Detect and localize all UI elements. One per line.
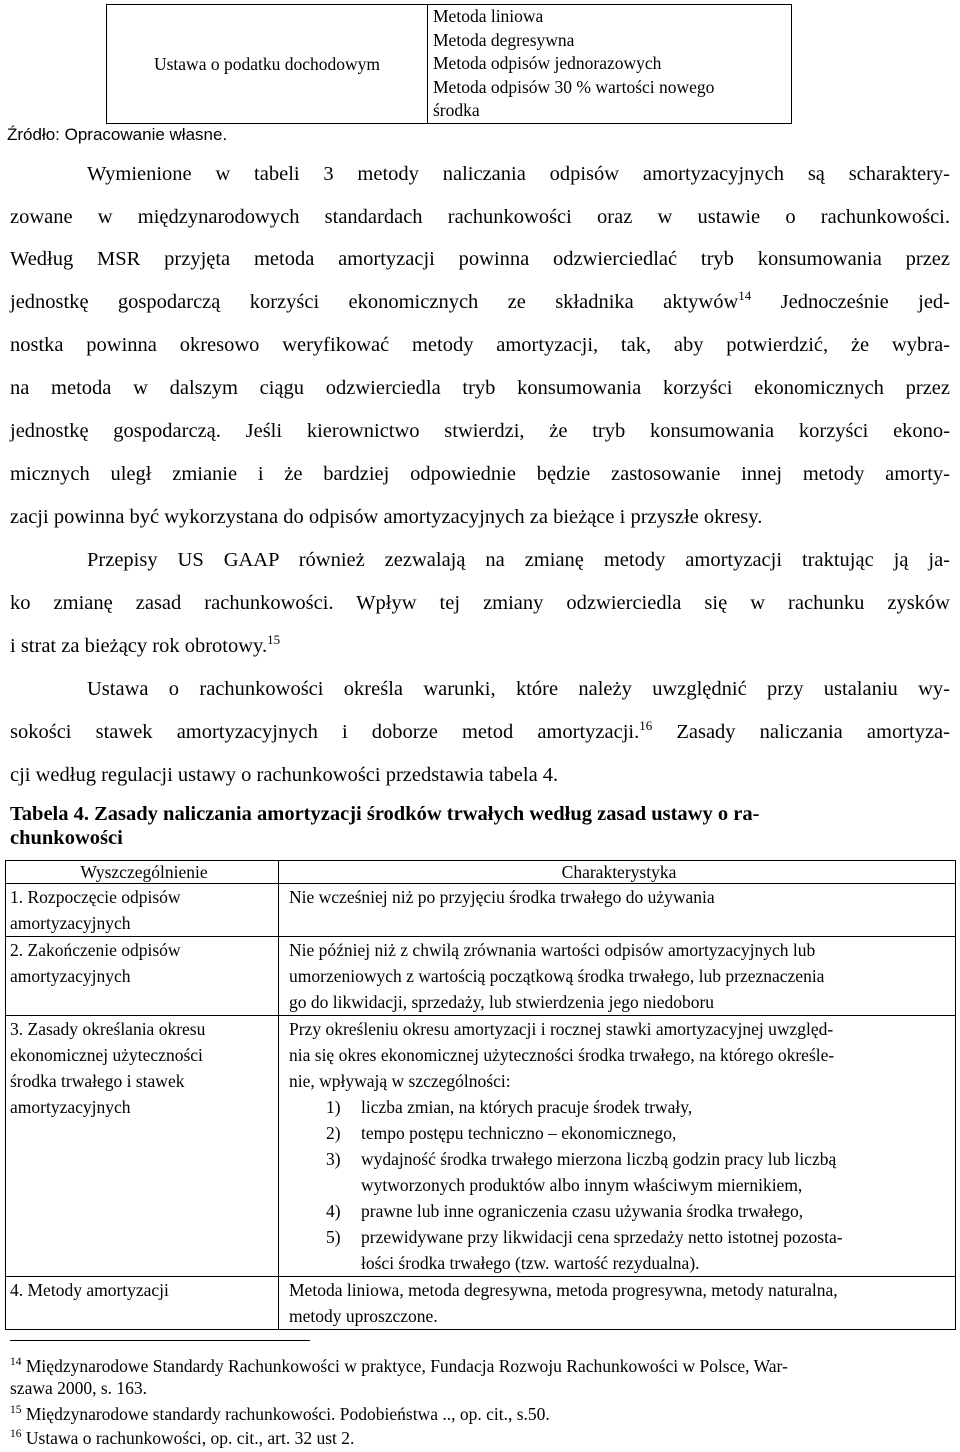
text-line: Wymienione w tabeli 3 metody naliczania odpisów amortyzacyjnych są scharaktery- [87, 163, 950, 185]
table-row [6, 884, 956, 937]
row-description: Przy określeniu okresu amortyzacji i rocznej stawki amortyzacyjnej uwzględ- nia się okres ekonomicznej użyteczności środka trwałego, na którego określe- nie, wpływają w szczególności: 1) liczba zmian, na których pracuje środek trwały, 2) tempo postępu techniczno – ekonomicznego, 3) wydajność środka trwałego mierzona liczbą godzin pracy lub liczbą wytworzonych produktów albo innym właściwym miernikiem, 4) prawne lub inne ograniczenia czasu używania środka trwałego, 5) przewidywane przy likwidacji cena sprzedaży netto istotnej pozosta- łości środka trwałego (tzw. wartość rezydualna). [279, 1016, 956, 1277]
list-item: 2) tempo postępu techniczno – ekonomicznego, [326, 1123, 677, 1143]
table-row [6, 1016, 956, 1277]
footnote-ref: 16 [639, 718, 653, 734]
text-line: jednostkę gospodarczą korzyści ekonomicznych ze składnika aktywów$^{14}$ Jednocześnie jed- [10, 288, 950, 313]
footnote-divider [10, 1340, 310, 1341]
text-line: zacji powinna być wykorzystana do odpisów amortyzacyjnych za bieżące i przyszłe okresy. [10, 506, 763, 528]
source-note: Źródło: Opracowanie własne. [7, 125, 228, 144]
row-description: Nie wcześniej niż po przyjęciu środka trwałego do używania [279, 884, 956, 937]
table-row [6, 1277, 956, 1330]
row-label: 2. Zakończenie odpisów amortyzacyjnych [6, 937, 279, 1016]
list-item: 3) wydajność środka trwałego mierzona liczbą godzin pracy lub liczbą wytworzonych produktów albo innym właściwym miernikiem, [326, 1149, 837, 1195]
text-line: cji według regulacji ustawy o rachunkowości przedstawia tabela 4. [10, 764, 559, 786]
text-line: jednostkę gospodarczą. Jeśli kierownictwo stwierdzi, że tryb konsumowania korzyści ekono- [10, 420, 950, 442]
text-line: i strat za bieżący rok obrotowy.$^{15}$ [10, 632, 281, 657]
footnote-number: 16 [10, 1428, 22, 1441]
table-caption [10, 802, 950, 850]
footnote-number: 14 [10, 1356, 22, 1369]
text-line: Według MSR przyjęta metoda amortyzacji powinna odzwierciedlać tryb konsumowania przez [10, 248, 950, 270]
table-row [6, 937, 956, 1016]
column-header: Charakterystyka [279, 861, 956, 884]
text-line: na metoda w dalszym ciągu odzwierciedla tryb konsumowania korzyści ekonomicznych przez [10, 377, 950, 399]
method-line: Metoda degresywna [433, 29, 575, 50]
footnote: $^{16}$ Ustawa o rachunkowości, op. cit., art. 32 ust 2. [10, 1428, 355, 1448]
list-item: 4) prawne lub inne ograniczenia czasu używania środka trwałego, [326, 1201, 804, 1221]
text-line: nostka powinna okresowo weryfikować metody amortyzacji, tak, aby potwierdzić, że wybra- [10, 334, 950, 356]
text-line: Ustawa o rachunkowości określa warunki, które należy uwzględnić przy ustalaniu wy- [87, 678, 950, 700]
footnote-number: 15 [10, 1404, 22, 1417]
top-table-left-cell: Ustawa o podatku dochodowym [107, 5, 428, 124]
text-line: micznych uległ zmianie i że bardziej odpowiednie będzie zastosowanie innej metody amorty- [10, 463, 950, 485]
row-description: Nie później niż z chwilą zrównania wartości odpisów amortyzacyjnych lub umorzeniowych z wartością początkową środka trwałego, lub przeznaczenia go do likwidacji, sprzedaży, lub stwierdzenia jego niedoboru [279, 937, 956, 1016]
method-line: Metoda odpisów jednorazowych [433, 53, 662, 74]
top-table-right-cell [428, 5, 792, 124]
column-header: Wyszczególnienie [6, 861, 279, 884]
row-description: Metoda liniowa, metoda degresywna, metoda progresywna, metody naturalna, metody uproszczone. [279, 1277, 956, 1330]
list-item: 5) przewidywane przy likwidacji cena sprzedaży netto istotnej pozosta- łości środka trwałego (tzw. wartość rezydualna). [326, 1227, 843, 1273]
footnote: $^{14}$ Międzynarodowe Standardy Rachunkowości w praktyce, Fundacja Rozwoju Rachunkowości w Polsce, War- szawa 2000, s. 163. [10, 1356, 788, 1398]
method-line: Metoda odpisów 30 % wartości nowego [433, 76, 715, 97]
factor-list [289, 1094, 955, 1276]
caption-line: chunkowości [10, 827, 123, 849]
previous-table-fragment [106, 4, 792, 124]
footnote: $^{15}$ Międzynarodowe standardy rachunkowości. Podobieństwa .., op. cit., s.50. [10, 1404, 550, 1424]
method-line: środka [433, 100, 480, 121]
list-item: 1) liczba zmian, na których pracuje środek trwały, [326, 1097, 693, 1117]
text-line: ko zmianę zasad rachunkowości. Wpływ tej zmiany odzwierciedla się w rachunku zysków [10, 592, 950, 614]
footnote-ref: 14 [738, 288, 752, 304]
footnote-ref: 15 [267, 632, 281, 648]
method-line: Metoda liniowa [433, 6, 544, 27]
depreciation-rules-table [5, 860, 956, 1330]
caption-line: Tabela 4. Zasady naliczania amortyzacji środków trwałych według zasad ustawy o ra- [10, 803, 760, 825]
row-label: 4. Metody amortyzacji [6, 1277, 279, 1330]
text-line: zowane w międzynarodowych standardach rachunkowości oraz w ustawie o rachunkowości. [10, 206, 950, 228]
row-label: 1. Rozpoczęcie odpisów amortyzacyjnych [6, 884, 279, 937]
row-label: 3. Zasady określania okresu ekonomicznej użyteczności środka trwałego i stawek amortyzacyjnych [6, 1016, 279, 1277]
text-line: sokości stawek amortyzacyjnych i doborze metod amortyzacji.$^{16}$ Zasady naliczania amortyza- [10, 718, 950, 743]
text-line: Przepisy US GAAP również zezwalają na zmianę metody amortyzacji traktując ją ja- [87, 549, 950, 571]
